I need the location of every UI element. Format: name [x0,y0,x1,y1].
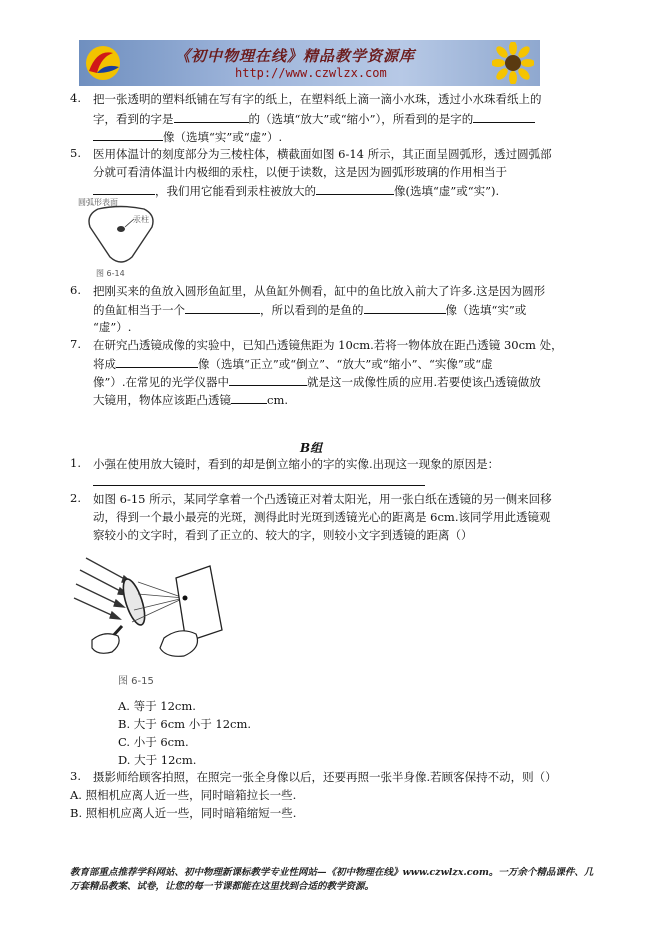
q6-blank-2[interactable] [364,301,446,314]
b2-line2: 动，得到一个最小最亮的光斑，测得此时光斑到透镜光心的距离是 6cm.该同学用此透镜观 [93,510,551,524]
q5-line3 [93,182,499,199]
b3-number: 3. [70,769,81,783]
q4-text: 的（选填“放大”或“缩小”），所看到的是字的 [248,112,474,126]
q7-text: 将成 [93,357,116,371]
q7-text: cm. [267,393,289,407]
q6-text: 像（选填“实”或 [445,303,527,317]
q4-number: 4. [70,91,81,105]
q7-line3 [93,373,541,390]
b2-option-d[interactable]: D. 大于 12cm. [118,753,197,767]
q6-line3: “虚”）. [93,320,132,334]
fig-6-14-caption: 图 6-14 [96,269,125,278]
b2-option-a[interactable]: A. 等于 12cm. [118,699,196,713]
header-banner [79,40,540,86]
fig-6-15-lens-sunlight-illustration [72,544,232,664]
q4-text: 字，看到的字是 [93,112,174,126]
q7-line2 [93,355,493,372]
q7-line1: 在研究凸透镜成像的实验中，已知凸透镜焦距为 10cm.若将一物体放在距凸透镜 30cm 处， [93,338,563,352]
q4-line1: 把一张透明的塑料纸铺在写有字的纸上，在塑料纸上滴一滴小水珠，透过小水珠看纸上的 [93,92,542,106]
q6-line1: 把刚买来的鱼放入圆形鱼缸里，从鱼缸外侧看，缸中的鱼比放入前大了许多.这是因为圆形 [93,284,546,298]
b3-line1: 摄影师给顾客拍照，在照完一张全身像以后，还要再照一张半身像.若顾客保持不动，则（） [93,770,557,784]
q5-line1: 医用体温计的刻度部分为三棱柱体，横截面如图 6-14 所示，其正面呈圆弧形，透过圆弧部 [93,147,552,161]
b2-option-c[interactable]: C. 小于 6cm. [118,735,189,749]
q5-number: 5. [70,146,81,160]
q5-blank-1[interactable] [93,182,155,195]
q5-blank-2[interactable] [316,182,394,195]
q6-text: 的鱼缸相当于一个 [93,303,185,317]
section-b-heading: B组 [300,441,323,455]
b1-line1: 小强在使用放大镜时，看到的却是倒立缩小的字的实像.出现这一现象的原因是： [93,457,500,471]
b2-line3: 察较小的文字时，看到了正立的、较大的字，则较小文字到透镜的距离（） [93,528,473,542]
b1-answer-blank[interactable] [93,485,425,486]
q7-blank-3[interactable] [231,391,267,404]
q7-number: 7. [70,337,81,351]
q4-blank-2[interactable] [473,110,535,123]
q5-text: 像(选填“虚”或“实”). [394,184,500,198]
fig-6-14-surface-label: 圆弧形表面 [78,198,118,207]
banner-title: 《初中物理在线》精品教学资源库 [175,47,416,65]
q6-text: ，所以看到的是鱼的 [260,303,364,317]
fig-6-14-thermometer-cross-section [76,205,166,267]
b2-number: 2. [70,491,81,505]
b3-option-b[interactable]: B. 照相机应离人近一些，同时暗箱缩短一些. [70,806,297,820]
q7-text: 像（选填“正立”或“倒立”、“放大”或“缩小”、“实像”或“虚 [198,357,493,371]
b1-number: 1. [70,456,81,470]
b2-line1: 如图 6-15 所示，某同学拿着一个凸透镜正对着太阳光，用一张白纸在透镜的另一侧来回移 [93,492,552,506]
q5-line2: 分就可看清体温计内极细的汞柱，以便于读数，这是因为圆弧形玻璃的作用相当于 [93,165,507,179]
q7-text: 像”）.在常见的光学仪器中 [93,375,230,389]
q6-line2 [93,301,526,318]
banner-url[interactable]: http://www.czwlzx.com [235,66,387,80]
q7-blank-1[interactable] [116,355,198,368]
q4-line3 [93,128,282,145]
site-logo-icon [83,43,123,83]
q5-text: ，我们用它能看到汞柱被放大的 [155,184,316,198]
q4-blank-1[interactable] [174,110,249,123]
q6-number: 6. [70,283,81,297]
b3-option-a[interactable]: A. 照相机应离人近一些，同时暗箱拉长一些. [70,788,297,802]
q7-line4 [93,391,288,408]
q7-blank-2[interactable] [229,373,307,386]
b2-option-b[interactable]: B. 大于 6cm 小于 12cm. [118,717,252,731]
q6-blank-1[interactable] [185,301,260,314]
q4-blank-3[interactable] [93,128,163,141]
fig-6-14-column-label: 汞柱 [133,215,149,224]
q4-line2 [93,110,535,127]
q7-text: 大镜用，物体应该距凸透镜 [93,393,231,407]
q7-text: 就是这一成像性质的应用.若要使该凸透镜做放 [307,375,541,389]
q4-text: 像（选填“实”或“虚”）. [163,130,283,144]
fig-6-15-caption: 图 6-15 [118,676,154,687]
sunflower-icon [492,42,534,84]
page-footer: 教育部重点推荐学科网站、初中物理新课标教学专业性网站—《初中物理在线》www.czwlzx.com。一万余个精品课件、几万套精品教案、试卷，让您的每一节课都能在这里找到合适的教学资源。 [70,867,594,892]
